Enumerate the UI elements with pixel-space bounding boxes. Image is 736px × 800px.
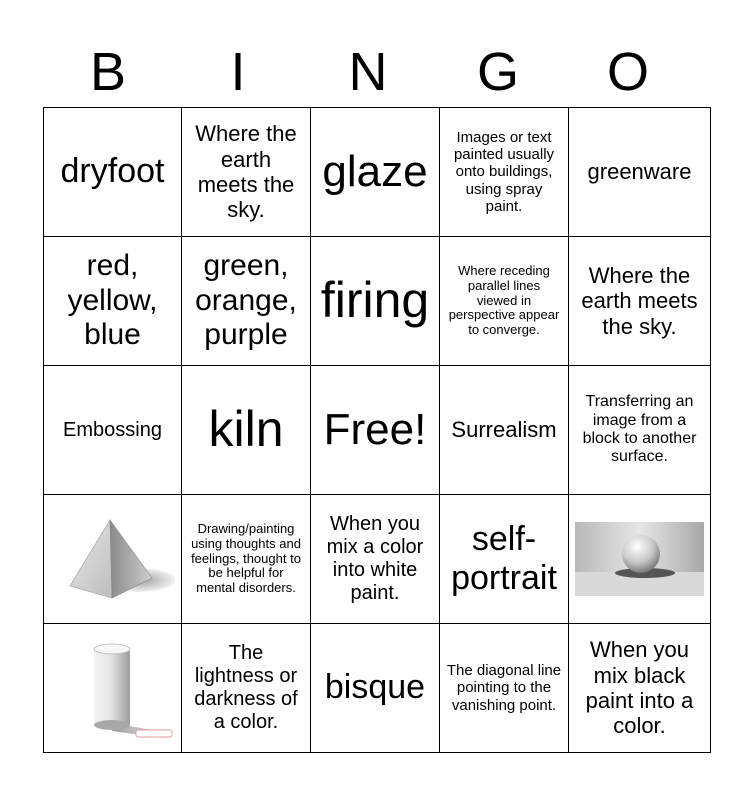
header-letter-n: N (348, 42, 388, 102)
bingo-header (43, 42, 693, 102)
bingo-cell-cylinder[interactable] (44, 624, 182, 753)
board-row (44, 108, 711, 237)
bingo-cell[interactable]: red, yellow, blue (44, 237, 182, 366)
free-cell[interactable]: Free! (311, 366, 440, 495)
bingo-cell[interactable]: Where the earth meets the sky. (569, 237, 711, 366)
board-row (44, 237, 711, 366)
board-row (44, 366, 711, 495)
bingo-cell[interactable]: bisque (311, 624, 440, 753)
bingo-cell[interactable]: The diagonal line pointing to the vanishing point. (440, 624, 569, 753)
bingo-cell[interactable]: green, orange, purple (182, 237, 311, 366)
bingo-cell[interactable]: Where the earth meets the sky. (182, 108, 311, 237)
cylinder-drawing-icon (50, 633, 175, 743)
bingo-cell[interactable]: Embossing (44, 366, 182, 495)
bingo-cell[interactable]: Transferring an image from a block to another surface. (569, 366, 711, 495)
bingo-cell[interactable]: firing (311, 237, 440, 366)
pyramid-drawing-icon (50, 514, 175, 604)
bingo-cell[interactable]: greenware (569, 108, 711, 237)
bingo-cell[interactable]: Surrealism (440, 366, 569, 495)
bingo-cell[interactable]: Where receding parallel lines viewed in perspective appear to converge. (440, 237, 569, 366)
bingo-cell[interactable]: When you mix a color into white paint. (311, 495, 440, 624)
bingo-cell[interactable]: When you mix black paint into a color. (569, 624, 711, 753)
board-row (44, 495, 711, 624)
bingo-cell[interactable]: glaze (311, 108, 440, 237)
bingo-cell-sphere[interactable] (569, 495, 711, 624)
bingo-cell-pyramid[interactable] (44, 495, 182, 624)
bingo-cell[interactable]: dryfoot (44, 108, 182, 237)
bingo-cell[interactable]: kiln (182, 366, 311, 495)
header-letter-b: B (89, 42, 127, 102)
header-letter-i: I (230, 42, 246, 102)
header-letter-o: O (606, 42, 649, 102)
board-row (44, 624, 711, 753)
bingo-board (43, 107, 711, 753)
bingo-cell[interactable]: self-portrait (440, 495, 569, 624)
bingo-cell[interactable]: The lightness or darkness of a color. (182, 624, 311, 753)
sphere-drawing-icon (575, 522, 704, 596)
bingo-cell[interactable]: Drawing/painting using thoughts and feelings, thought to be helpful for mental disorders. (182, 495, 311, 624)
bingo-cell[interactable]: Images or text painted usually onto buildings, using spray paint. (440, 108, 569, 237)
header-letter-g: G (476, 42, 519, 102)
